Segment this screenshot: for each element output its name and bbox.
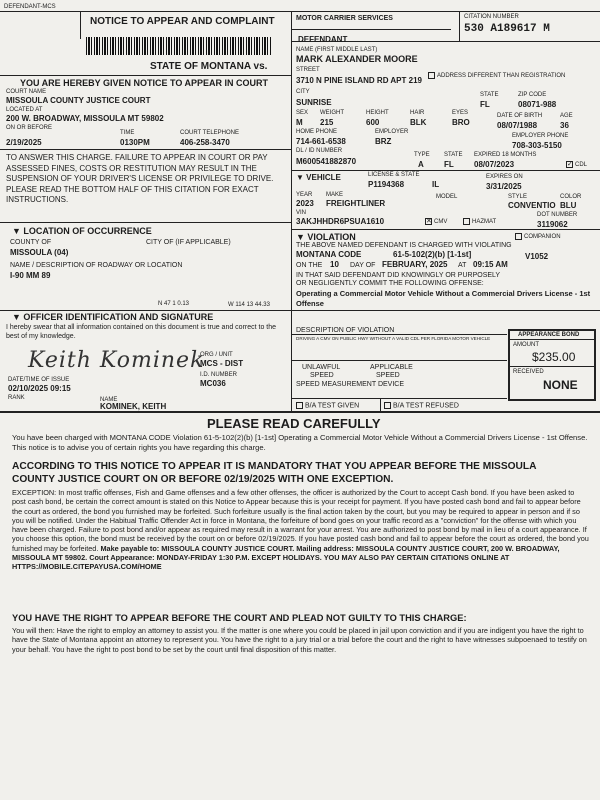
bond-amount: $235.00 [532,350,576,364]
eyes-value: BRO [452,118,470,127]
court-phone-label: COURT TELEPHONE [180,130,240,136]
citation-number-label: CITATION NUMBER [464,14,519,20]
officer-id-label: I.D. NUMBER [200,372,238,378]
model-label: MODEL [436,194,458,200]
ba-test-refused-label: B/A TEST REFUSED [393,402,459,410]
appear-on-before-label: ON OR BEFORE [6,125,53,131]
companion-checkbox [515,233,561,240]
defendant-name-label: NAME (FIRST MIDDLE LAST) [296,47,378,53]
zip-value: 08071-988 [518,100,557,109]
officer-heading-label: OFFICER IDENTIFICATION AND SIGNATURE [23,312,214,322]
violation-at: AT [458,262,467,269]
height-label: HEIGHT [366,110,389,116]
address-different-checkbox [428,72,565,79]
court-phone: 406-258-3470 [180,138,230,147]
officer-name-label: NAME [100,397,118,403]
city-of-label: CITY OF (IF APPLICABLE) [146,239,231,246]
court-warning: TO ANSWER THIS CHARGE. FAILURE TO APPEAR IN COURT OR PAY ASSESSED FINES, COSTS OR RESTITUTION MAY RESULT IN THE SUSPENSION OF YOUR DRIVER'S LICENSE OR PRIVILEGE TO DRIVE. PLEASE READ THE BOTTOM HALF OF THIS CITATION FOR EXACT INSTRUCTIONS. [6,153,274,204]
unlawful-speed-label: SPEED [310,372,334,379]
ba-test-given [296,402,359,409]
violation-intro: THE ABOVE NAMED DEFENDANT IS CHARGED WITH VIOLATING [296,242,512,249]
weight-label: WEIGHT [320,110,344,116]
street-label: STREET [296,67,320,73]
age-value: 36 [560,121,569,130]
style-label: STYLE [508,194,528,200]
agency-name: MOTOR CARRIER SERVICES [296,15,393,22]
applicable-speed-label: SPEED [376,372,400,379]
barcode-graphic [86,37,271,55]
bond-heading: APPEARANCE BOND [518,332,580,338]
bond-amount-label: AMOUNT [513,342,539,348]
applicable-label: APPLICABLE [370,364,413,371]
dl-label: DL / ID NUMBER [296,148,343,154]
zip-label: ZIP CODE [518,92,547,98]
form-title: NOTICE TO APPEAR AND COMPLAINT [90,16,275,27]
officer-id: MC036 [200,379,226,388]
issue-label: DATE/TIME OF ISSUE [8,377,70,383]
vehicle-color: BLU [560,201,577,210]
defendant-heading: DEFENDANT [298,35,348,44]
street-address: 3710 N PINE ISLAND RD APT 219 [296,76,422,85]
org-value: MCS - DIST [200,359,244,368]
cdl-checkbox: ✓ CDL [567,161,588,169]
court-time-label: TIME [120,130,135,136]
hair-value: BLK [410,118,427,127]
dob-label: DATE OF BIRTH [497,113,543,119]
sex-label: SEX [296,110,309,116]
state-value: FL [480,100,490,109]
dl-type-label: TYPE [414,152,430,158]
dot-number: 3119062 [537,220,568,229]
sex-value: M [296,118,303,127]
occurrence-heading-label: LOCATION OF OCCURRENCE [23,226,152,236]
vehicle-heading-label: VEHICLE [306,173,341,182]
court-location-label: LOCATED AT [6,107,43,113]
dl-state-label: STATE [444,152,463,158]
vehicle-year: 2023 [296,199,314,208]
hazmat-label: HAZMAT [472,219,497,226]
exception-text: EXCEPTION: In most traffic offenses, Fish and Game offenses and a few other offenses, the officer is authorized by the Court to accept Cash bond. If you have been asked to post cash bond, be certain the correct amount is stated on this Notice to Appear because this is your receipt for payment. If you have posted cash bond and fail to appear before the court as ordered, the bond you furnished may be forfeited. Such forfeiture usually is the final action taken by the court, but you may be required to appear in person and if so you will be notified. Under the Habitual Traffic Offender Act in force in Montana, the forfeiture of bond goes on your traffic record as a "conviction" for the offense with which you have been charged. Failure to post bond and/or appear as required may result in a warrant for your arrest. You are authorized to post bond by mail in lieu of a court appearance. If you choose this option, the bond must be received by the court on or before 02/19/2025. If you have posted cash bond and fail to appear before the court as ordered, the bond you furnished may be forfeited. [12,488,589,553]
make-label: MAKE [326,192,344,198]
charge-summary: You have been charged with MONTANA CODE Violation 61-5-102(2)(b) [1-1st] Operating a Commercial Motor Vehicle Without a Commercial Drivers License - 1st Offense. This notice is to advise you of certain rights you have regarding this charge. [12,433,588,452]
license-plate: P1194368 [368,180,405,189]
hazmat-checkbox [463,218,496,225]
bond-received-label: RECEIVED [513,369,544,375]
ba-test-refused [384,402,459,409]
address-different-label: ADDRESS DIFFERENT THAN REGISTRATION [437,73,566,80]
violation-day: 10 [330,260,339,269]
city-label: CITY [296,89,310,95]
dl-state: FL [444,160,454,169]
citation-number: 530 A189617 M [464,23,550,35]
vehicle-heading: ▼ VEHICLE [296,173,341,182]
longitude: W 114 13 44.33 [228,302,270,308]
court-time: 0130PM [120,138,150,147]
license-label: LICENSE & STATE [368,172,420,178]
violation-on-the: ON THE [296,262,323,269]
officer-name: KOMINEK, KEITH [100,402,167,411]
court-notice: YOU ARE HEREBY GIVEN NOTICE TO APPEAR IN COURT [20,78,269,88]
rights-paragraph: You will then: Have the right to employ an attorney to assist you. If the matter is one where you could be placed in jail upon conviction and if you are indigent you have the right to have the State of Montana appoint an attorney to represent you. You have the right to a jury trial or a trial before the court and the right to have witnesses subpoenaed to testify on your behalf. You have the right to post bond to be set by the court until final disposition of this matter. [12,626,587,654]
violation-knowingly: IN THAT SAID DEFENDANT DID KNOWINGLY OR PURPOSELY [296,272,501,279]
ba-test-given-label: B/A TEST GIVEN [305,402,360,410]
exception-paragraph [12,488,590,572]
hair-label: HAIR [410,110,425,116]
payable-to: Make payable to: MISSOULA COUNTY JUSTICE COURT. [100,543,295,553]
color-label: COLOR [560,194,582,200]
license-state: IL [432,180,440,189]
officer-oath: I hereby swear that all information contained on this document is true and correct to the best of my knowledge. [6,324,277,340]
please-read-title: PLEASE READ CAREFULLY [207,416,381,431]
vin-label: VIN [296,210,307,216]
violation-heading: ▼ VIOLATION [296,232,356,242]
montana-code-label: MONTANA CODE [296,250,362,259]
home-phone-label: HOME PHONE [296,129,338,135]
description-of-violation-label: DESCRIPTION OF VIOLATION [296,327,395,334]
employer-phone: 708-303-5150 [512,141,562,150]
employer-label: EMPLOYER [375,129,409,135]
companion-label: COMPANION [524,234,561,241]
county-label: COUNTY OF [10,239,52,246]
cdl-label: CDL [575,162,588,169]
statute-code: 61-5-102(2)(b) [1-1st] [393,250,472,259]
issue-datetime: 02/10/2025 09:15 [8,384,71,393]
court-name-label: COURT NAME [6,89,47,95]
court-appearance-hours: Court Appearance: MONDAY-FRIDAY 1:30 P.M. EXCEPT HOLIDAYS. YOU MAY ALSO PAY CERTAIN CITATIONS ONLINE AT HTTPS://MOBILE.CITEPAYUSA.COM/HOME [12,553,510,572]
dl-type: A [418,160,424,169]
employer-phone-label: EMPLOYER PHONE [512,133,569,139]
roadway-label: NAME / DESCRIPTION OF ROADWAY OR LOCATION [10,262,183,269]
expired-date: 08/07/2023 [474,160,515,169]
violation-day-of: DAY OF [350,262,376,269]
plate-expiry: 3/31/2025 [486,182,522,191]
dot-label: DOT NUMBER [537,212,578,218]
offense-description: Operating a Commercial Motor Vehicle Without a Commercial Drivers License - 1st Offense [296,289,591,308]
unlawful-label: UNLAWFUL [302,364,341,371]
court-address: 200 W. BROADWAY, MISSOULA MT 59802 [6,114,164,123]
state-of-montana: STATE OF MONTANA vs. [150,61,268,72]
mailing-address: Mailing address: MISSOULA COUNTY JUSTICE COURT, 200 W. BROADWAY, MISSOULA MT 59802. [12,543,560,563]
form-code: DEFENDANT-MCS [4,4,56,10]
speed-measurement-label: SPEED MEASUREMENT DEVICE [296,381,405,388]
court-name: MISSOULA COUNTY JUSTICE COURT [6,96,151,105]
county-value: MISSOULA (04) [10,248,69,257]
city-value: SUNRISE [296,98,332,107]
violation-heading-label: VIOLATION [307,232,356,242]
vehicle-make: FREIGHTLINER [326,199,386,208]
expires-label: EXPIRES ON [486,174,523,180]
age-label: AGE [560,113,573,119]
violation-month-year: FEBRUARY, 2025 [382,260,448,269]
vin-value: 3AKJHHDR6PSUA1610 [296,217,385,226]
employer-value: BRZ [375,137,392,146]
latitude: N 47 1 0.13 [158,301,190,307]
violation-narrative: DRIVING A CMV ON PUBLIC HWY WITHOUT A VALID CDL PER FLORIDA MOTOR VEHICLE [296,336,491,341]
state-label: STATE [480,92,499,98]
violation-time: 09:15 AM [473,260,508,269]
home-phone: 714-661-6538 [296,137,346,146]
dob-value: 08/07/1988 [497,121,538,130]
expired-label: EXPIRED 18 MONTHS [474,152,537,158]
cmv-checkbox: ✕ CMV [426,218,448,226]
mandatory-appearance: ACCORDING TO THIS NOTICE TO APPEAR IT IS MANDATORY THAT YOU APPEAR BEFORE THE MISSOULA COUNTY JUSTICE COURT ON OR BEFORE 02/19/2025 WITH ONE EXCEPTION. [12,461,537,485]
cmv-label: CMV [434,219,448,226]
bond-received: NONE [543,378,578,392]
vehicle-style: CONVENTIO [508,201,556,210]
defendant-name: MARK ALEXANDER MOORE [296,54,418,64]
roadway-value: I-90 MM 89 [10,271,51,280]
org-label: ORG / UNIT [200,352,233,358]
appear-date: 2/19/2025 [6,138,42,147]
violation-number: V1052 [525,252,549,261]
officer-heading: ▼ OFFICER IDENTIFICATION AND SIGNATURE [12,312,214,322]
year-label: YEAR [296,192,313,198]
occurrence-heading: ▼ LOCATION OF OCCURRENCE [12,226,152,236]
rights-title: YOU HAVE THE RIGHT TO APPEAR BEFORE THE COURT AND PLEAD NOT GUILTY TO THIS CHARGE: [12,613,467,623]
weight-value: 215 [320,118,334,127]
violation-negligently: OR NEGLIGENTLY COMMIT THE FOLLOWING OFFENSE: [296,280,484,287]
rank-label: RANK [8,395,25,401]
height-value: 600 [366,118,380,127]
dl-number: M600541882870 [296,157,357,166]
eyes-label: EYES [452,110,469,116]
officer-signature: Keith Kominek [28,348,205,373]
